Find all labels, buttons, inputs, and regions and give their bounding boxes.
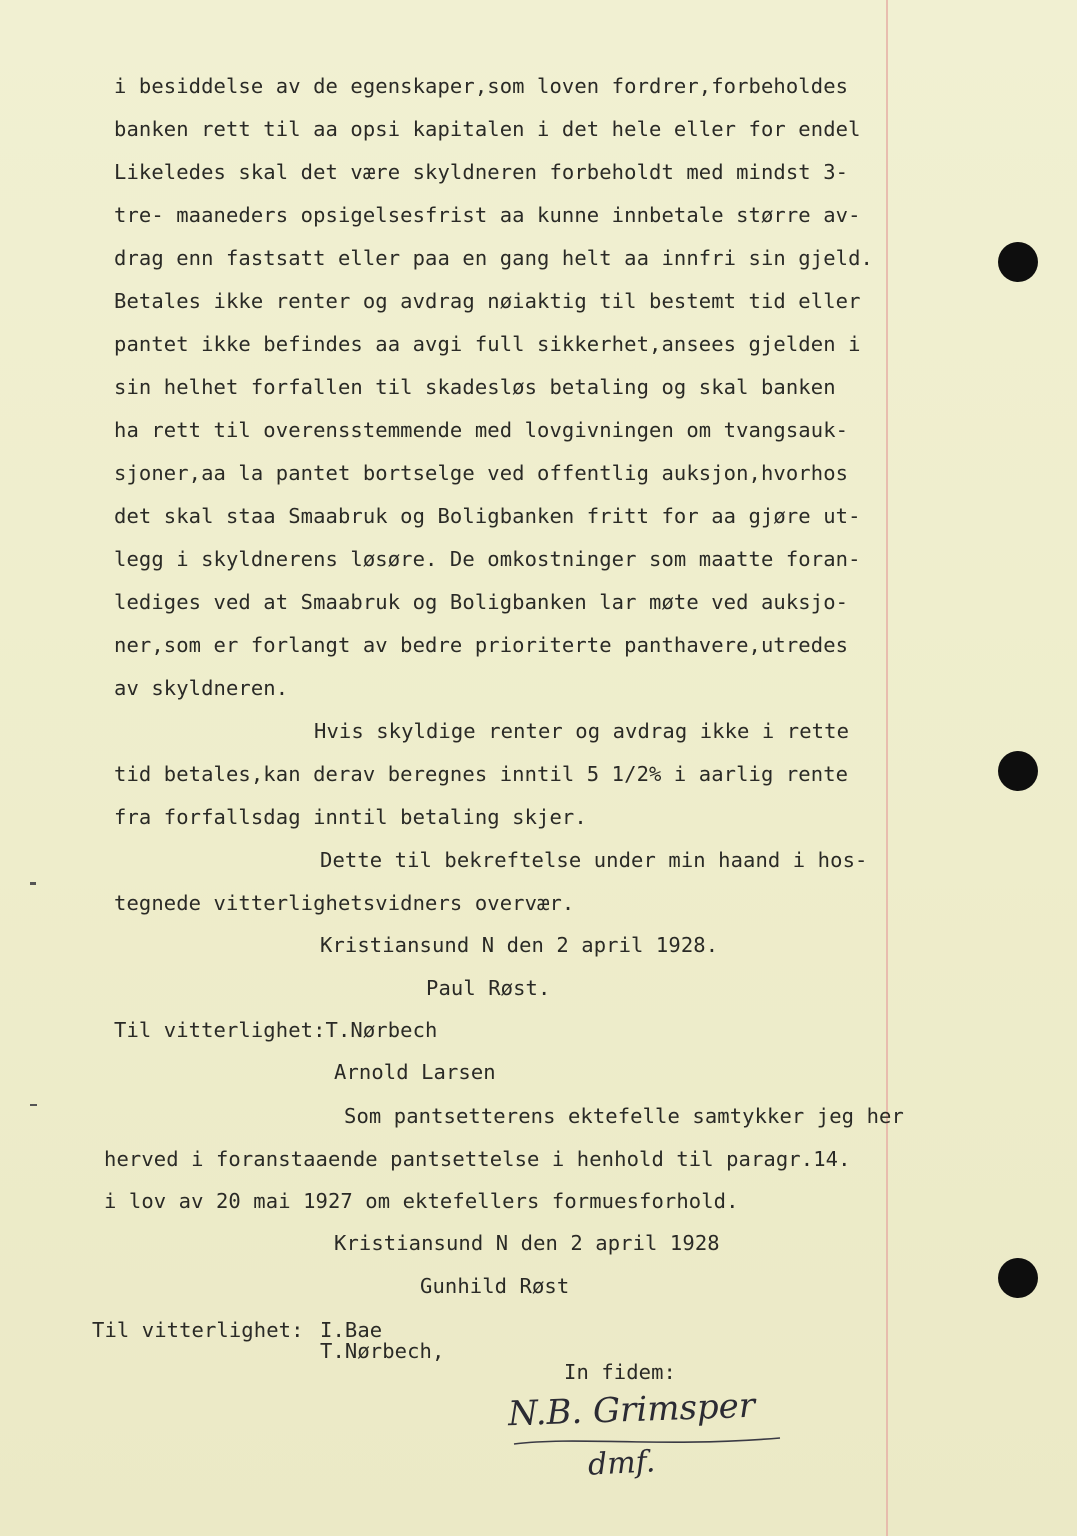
punch-hole (998, 1258, 1038, 1298)
interest-line: Hvis skyldige renter og avdrag ikke i rette (314, 719, 850, 743)
place-date: Kristiansund N den 2 april 1928. (320, 933, 719, 957)
handwritten-title: dmf. (587, 1444, 657, 1483)
punch-hole (998, 751, 1038, 791)
body-line: ner,som er forlangt av bedre prioriterte panthavere,utredes (114, 633, 849, 657)
confirm-line: Dette til bekreftelse under min haand i hos- (320, 848, 868, 872)
interest-line: fra forfallsdag inntil betaling skjer. (114, 805, 587, 829)
body-line: Betales ikke renter og avdrag nøiaktig til bestemt tid eller (114, 289, 861, 313)
body-line: det skal staa Smaabruk og Boligbanken fritt for aa gjøre ut- (114, 504, 861, 528)
body-line: legg i skyldnerens løsøre. De omkostninger som maatte foran- (114, 547, 861, 571)
body-line: lediges ved at Smaabruk og Boligbanken lar møte ved auksjo- (114, 590, 849, 614)
body-line: ha rett til overensstemmende med lovgivningen om tvangsauk- (114, 418, 849, 442)
body-line: banken rett til aa opsi kapitalen i det hele eller for endel (114, 117, 861, 141)
spouse-line: Som pantsetterens ektefelle samtykker jeg her (344, 1104, 904, 1128)
body-line: drag enn fastsatt eller paa en gang helt aa innfri sin gjeld. (114, 246, 873, 270)
witness-label: Til vitterlighet: (92, 1318, 304, 1342)
punch-hole (998, 242, 1038, 282)
body-line: pantet ikke befindes aa avgi full sikkerhet,ansees gjelden i (114, 332, 861, 356)
margin-rule (886, 0, 888, 1536)
body-line: av skyldneren. (114, 676, 289, 700)
body-line: sin helhet forfallen til skadesløs betaling og skal banken (114, 375, 836, 399)
interest-line: tid betales,kan derav beregnes inntil 5 1/2% i aarlig rente (114, 762, 849, 786)
body-line: sjoner,aa la pantet bortselge ved offentlig auksjon,hvorhos (114, 461, 849, 485)
body-line: Likeledes skal det være skyldneren forbeholdt med mindst 3- (114, 160, 849, 184)
witness-name: T.Nørbech, (320, 1339, 445, 1363)
witness-name: Arnold Larsen (334, 1060, 496, 1084)
body-line: i besiddelse av de egenskaper,som loven fordrer,forbeholdes (114, 74, 849, 98)
spouse-line: i lov av 20 mai 1927 om ektefellers formuesforhold. (104, 1189, 739, 1213)
in-fidem: In fidem: (564, 1360, 676, 1384)
place-date: Kristiansund N den 2 april 1928 (334, 1231, 720, 1255)
handwritten-signature: N.B. Grimsper (507, 1385, 756, 1435)
edge-mark (30, 1104, 37, 1106)
signer-name: Gunhild Røst (420, 1274, 570, 1298)
body-line: tre- maaneders opsigelsesfrist aa kunne innbetale større av- (114, 203, 861, 227)
witness-name: I.Bae (320, 1318, 383, 1342)
signer-name: Paul Røst. (426, 976, 551, 1000)
edge-mark (30, 882, 36, 885)
spouse-line: herved i foranstaaende pantsettelse i henhold til paragr.14. (104, 1147, 851, 1171)
confirm-line: tegnede vitterlighetsvidners overvær. (114, 891, 575, 915)
witness-line: Til vitterlighet:T.Nørbech (114, 1018, 438, 1042)
